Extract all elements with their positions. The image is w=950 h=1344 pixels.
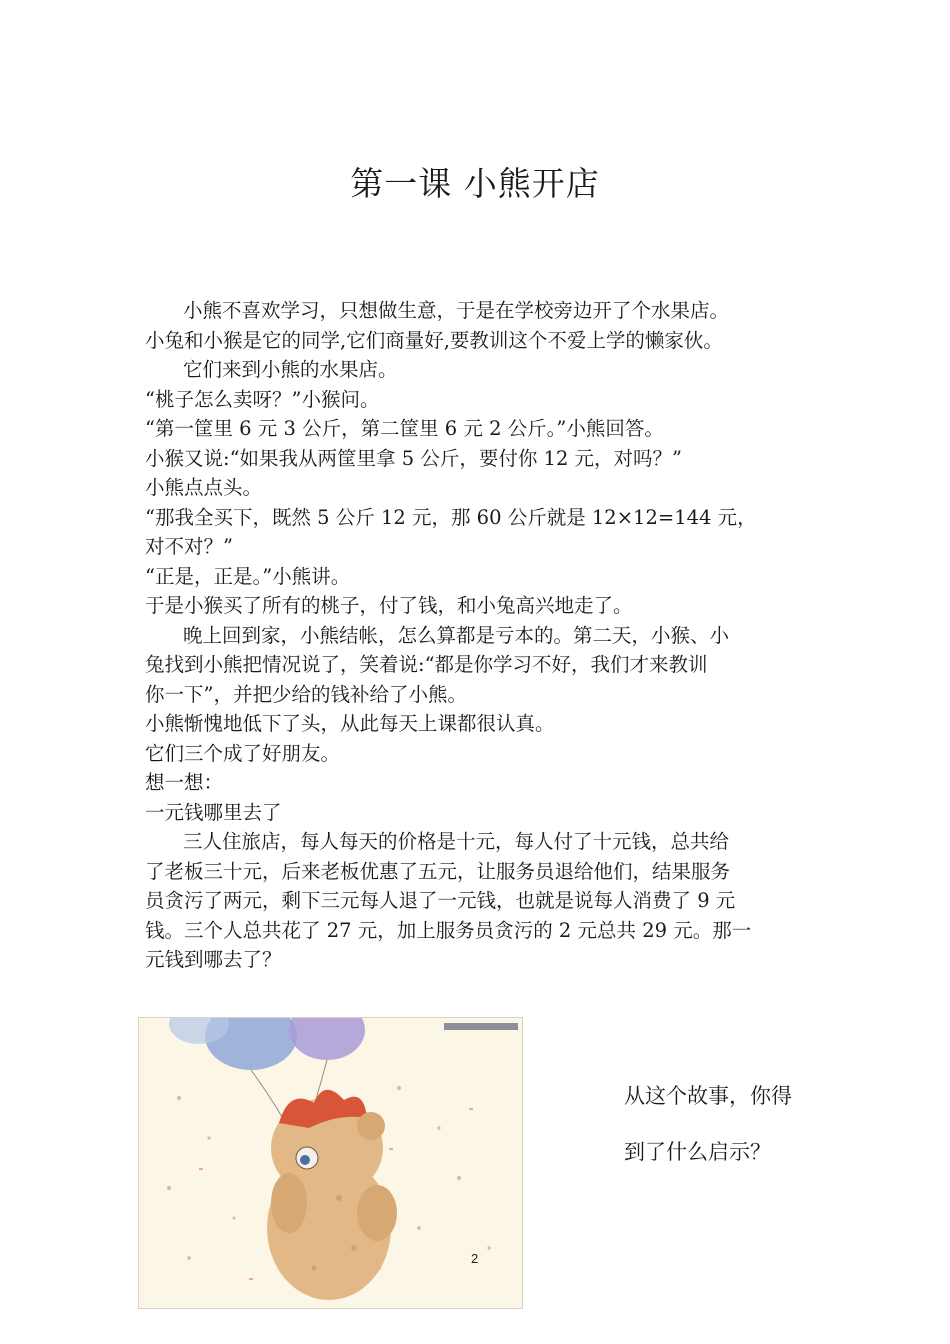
bear-with-balloons-image	[139, 1018, 522, 1308]
lesson-title: 第一课 小熊开店	[350, 164, 600, 203]
text-line: 三人住旅店，每人每天的价格是十元，每人付了十元钱，总共给	[183, 830, 730, 853]
reflection-question	[624, 1068, 834, 1180]
text-line: 想一想：	[145, 771, 224, 794]
text-line: 小熊点点头。	[145, 476, 263, 499]
text-line: 它们来到小熊的水果店。	[183, 358, 398, 381]
text-line: 元钱到哪去了？	[145, 948, 282, 971]
text-line: 钱。三个人总共花了 27 元，加上服务员贪污的 2 元总共 29 元。那一	[145, 918, 752, 942]
image-watermark	[444, 1023, 518, 1030]
text-line: 一元钱哪里去了	[145, 800, 282, 824]
text-line: 对不对？”	[145, 535, 233, 558]
text-line: 小猴又说:“如果我从两筐里拿 5 公斤，要付你 12 元，对吗？”	[145, 446, 683, 470]
text-line: 小熊惭愧地低下了头，从此每天上课都很认真。	[145, 712, 555, 735]
text-line: “第一筐里 6 元 3 公斤，第二筐里 6 元 2 公斤。”小熊回答。	[145, 417, 664, 440]
bear-illustration	[138, 1017, 523, 1309]
text-line: 你一下”，并把少给的钱补给了小熊。	[145, 682, 467, 706]
text-line: 它们三个成了好朋友。	[145, 741, 341, 765]
text-line: 员贪污了两元，剩下三元每人退了一元钱，也就是说每人消费了 9 元	[145, 889, 736, 912]
text-line: “正是，正是。”小熊讲。	[145, 564, 351, 588]
text-line: 兔找到小熊把情况说了，笑着说:“都是你学习不好，我们才来教训	[145, 653, 708, 676]
text-line: “那我全买下，既然 5 公斤 12 元，那 60 公斤就是 12×12=144 元，	[145, 505, 757, 529]
text-line: 晚上回到家，小熊结帐，怎么算都是亏本的。第二天，小猴、小	[183, 623, 730, 647]
text-line: 小兔和小猴是它的同学,它们商量好,要教训这个不爱上学的懒家伙。	[145, 328, 723, 352]
story-text	[145, 296, 820, 975]
page-number: 2	[471, 1251, 479, 1266]
reflection-line: 到了什么启示？	[624, 1140, 771, 1164]
text-line: 了老板三十元，后来老板优惠了五元，让服务员退给他们，结果服务	[145, 859, 731, 883]
text-line: “桃子怎么卖呀？”小猴问。	[145, 387, 380, 411]
text-line: 于是小猴买了所有的桃子，付了钱，和小兔高兴地走了。	[145, 594, 633, 617]
reflection-line: 从这个故事，你得	[624, 1084, 792, 1108]
text-line: 小熊不喜欢学习，只想做生意，于是在学校旁边开了个水果店。	[183, 299, 730, 322]
